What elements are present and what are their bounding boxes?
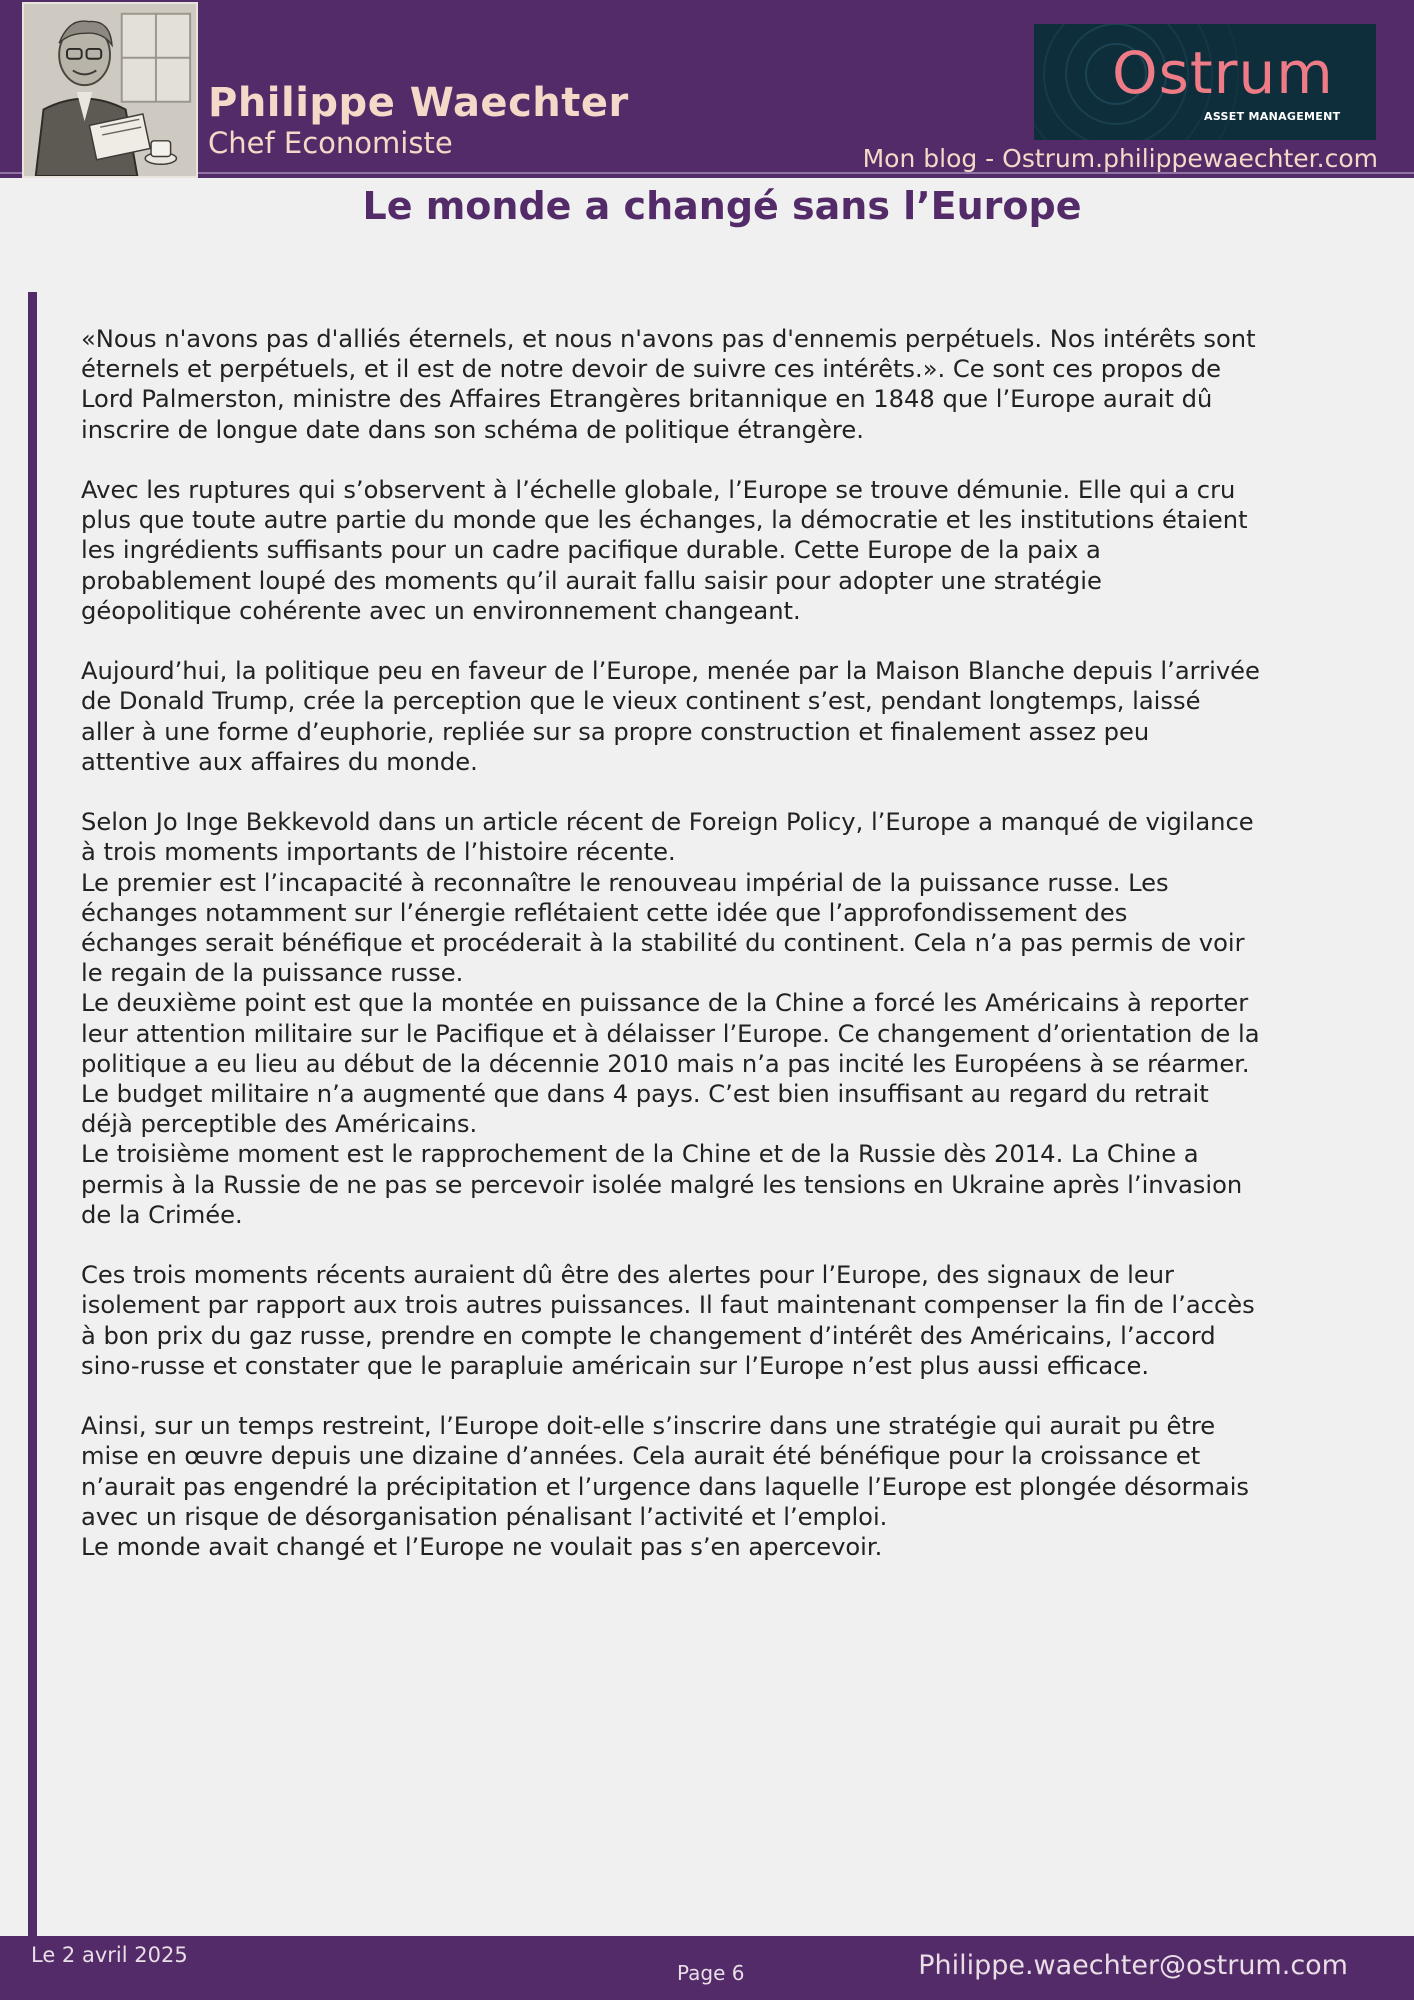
left-accent-bar [28,292,37,1938]
text-line: «Nous n'avons pas d'alliés éternels, et nous n'avons pas d'ennemis perpétuels. Nos intérêts sont [81,325,1256,353]
text-line: mise en œuvre depuis une dizaine d’années. Cela aurait été bénéfique pour la croissance et [81,1442,1201,1471]
text-line: aller à une forme d’euphorie, repliée sur sa propre construction et finalement assez peu [81,717,1150,746]
text-line: le regain de la puissance russe. [81,959,464,988]
article-paragraph [81,1260,1361,1381]
text-line: n’aurait pas engendré la précipitation et l’urgence dans laquelle l’Europe est plongée désormais [81,1472,1250,1501]
page-title: Le monde a changé sans l’Europe [362,184,1082,228]
text-line: Aujourd’hui, la politique peu en faveur de l’Europe, menée par la Maison Blanche depuis l’arrivée [81,657,1260,686]
text-line: à trois moments importants de l’histoire récente. [81,838,676,867]
ostrum-logo [1034,24,1376,140]
footer-date: Le 2 avril 2025 [31,1943,188,1967]
text-line: Le monde avait changé et l’Europe ne voulait pas s’en apercevoir. [81,1533,883,1562]
text-line: probablement loupé des moments qu’il aurait fallu saisir pour adopter une stratégie [81,566,1102,595]
logo-wordmark: Ostrum [1112,39,1334,107]
text-line: plus que toute autre partie du monde que les échanges, la démocratie et les institutions étaient [81,506,1248,535]
page-number: Page 6 [677,1961,745,1985]
text-line: Lord Palmerston, ministre des Affaires Etrangères britannique en 1848 que l’Europe aurait dû [81,385,1213,414]
text-line: de Donald Trump, crée la perception que le vieux continent s’est, pendant longtemps, laissé [81,687,1201,716]
article-paragraph [81,475,1361,626]
author-email[interactable]: Philippe.waechter@ostrum.com [918,1950,1348,1981]
text-line: Avec les ruptures qui s’observent à l’échelle globale, l’Europe se trouve démunie. Elle qui a cru [81,476,1236,504]
text-line: Le deuxième point est que la montée en puissance de la Chine a forcé les Américains à reporter [81,989,1249,1018]
blog-link[interactable]: Mon blog - Ostrum.philippewaechter.com [862,144,1378,173]
text-line: déjà perceptible des Américains. [81,1110,478,1139]
text-line: attentive aux affaires du monde. [81,747,478,776]
text-line: inscrire de longue date dans son schéma de politique étrangère. [81,415,864,444]
text-line: Ces trois moments récents auraient dû être des alertes pour l’Europe, des signaux de leur [81,1261,1174,1290]
text-line: géopolitique cohérente avec un environnement changeant. [81,596,801,625]
text-line: Le troisième moment est le rapprochement de la Chine et de la Russie dès 2014. La Chine a [81,1140,1199,1169]
text-line: Le premier est l’incapacité à reconnaître le renouveau impérial de la puissance russe. Les [81,868,1169,897]
text-line: à bon prix du gaz russe, prendre en compte le changement d’intérêt des Américains, l’accord [81,1321,1216,1350]
text-line: avec un risque de désorganisation pénalisant l’activité et l’emploi. [81,1502,888,1531]
author-portrait [22,2,198,178]
text-line: leur attention militaire sur le Pacifique et à délaisser l’Europe. Ce changement d’orientation de la [81,1019,1260,1048]
article-paragraph [81,656,1361,777]
text-line: permis à la Russie de ne pas se percevoir isolée malgré les tensions en Ukraine après l’invasion [81,1170,1243,1199]
article-paragraph [81,324,1361,445]
text-line: sino-russe et constater que le parapluie américain sur l’Europe n’est plus aussi efficace. [81,1351,1150,1380]
article-paragraph [81,807,1361,1230]
text-line: Selon Jo Inge Bekkevold dans un article récent de Foreign Policy, l’Europe a manqué de vigilance [81,808,1254,837]
article-body [81,324,1361,1592]
text-line: Le budget militaire n’a augmenté que dans 4 pays. C’est bien insuffisant au regard du retrait [81,1080,1209,1109]
text-line: échanges notamment sur l’énergie reflétaient cette idée que l’approfondissement des [81,898,1128,927]
text-line: échanges serait bénéfique et procéderait à la stabilité du continent. Cela n’a pas permis de voir [81,929,1245,958]
text-line: éternels et perpétuels, et il est de notre devoir de suivre ces intérêts.». Ce sont ces propos de [81,355,1221,384]
text-line: de la Crimée. [81,1200,243,1229]
text-line: politique a eu lieu au début de la décennie 2010 mais n’a pas incité les Européens à se réarmer. [81,1049,1250,1078]
text-line: les ingrédients suffisants pour un cadre pacifique durable. Cette Europe de la paix a [81,536,1101,565]
author-name: Philippe Waechter [208,80,629,126]
article-paragraph [81,1411,1361,1562]
author-role: Chef Economiste [208,126,453,160]
text-line: Ainsi, sur un temps restreint, l’Europe doit-elle s’inscrire dans une stratégie qui aurait pu être [81,1412,1216,1441]
text-line: isolement par rapport aux trois autres puissances. Il faut maintenant compenser la fin de l’accès [81,1291,1255,1320]
logo-subtitle: ASSET MANAGEMENT [1204,110,1341,123]
